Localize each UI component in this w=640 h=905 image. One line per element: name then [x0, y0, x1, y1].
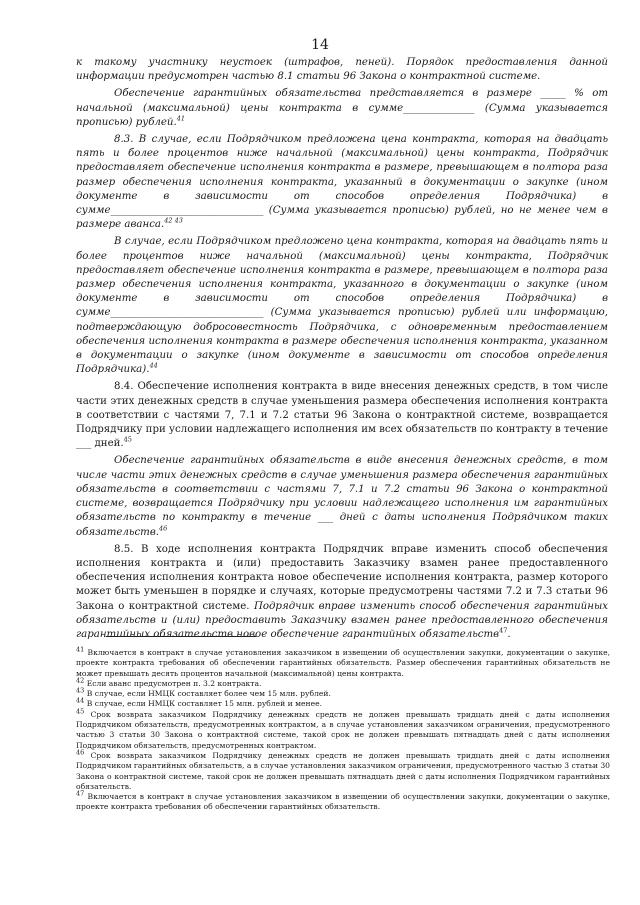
footnote-ref-41: 41: [176, 114, 186, 123]
footnote-41: $^{41}$ Включается в контракт в случае установления заказчиком в извещении об осуществлении закупки, документации о закупке, проекте контракта требования об обеспечении гарантийных обязательств. Размер обеспечения гарантийных обязательств не может превышать десять процентов начальной (максимальной) цены контракта.: [76, 645, 610, 678]
paragraph-8-5: 8.5. В ходе исполнения контракта Подрядчик вправе изменить способ обеспечения исполнения контракта и (или) предоставить Заказчику взамен ранее предоставленного обеспечения исполнения контракта новое обеспечение исполнения контракта, размер которого может быть уменьшен в порядке и случаях, которые предусмотрены частями 7.2 и 7.3 статьи 96 Закона о контрактной системе. Подрядчик вправе изменить способ обеспечения гарантийных обязательств и (или) предоставить Заказчику взамен ранее предоставленного обеспечения гарантийных обязательств новое обеспечение гарантийных обязательств$^{47}$.: [76, 543, 608, 640]
document-body: [76, 56, 608, 645]
paragraph-8-3: 8.3. В случае, если Подрядчиком предложена цена контракта, которая на двадцать пять и более процентов ниже начальной (максимальной) цены контракта, Подрядчик предоставляет обеспечение исполнения контракта в размере, превышающем в полтора раза размер обеспечения исполнения контракта, указанный в документации о закупке (ином документе в зависимости от способов определения Подрядчика) в сумме______________________________ (Сумма указывается прописью) рублей, но не менее чем в размере аванса.$^{42 43}$: [76, 134, 608, 231]
paragraph-8-4-guarantee: Обеспечение гарантийных обязательств в виде внесения денежных средств, в том числе части этих денежных средств в случае уменьшения размера обеспечения гарантийных обязательств в соответствии с частями 7, 7.1 и 7.2 статьи 96 Закона о контрактной системе, возвращается Подрядчику при условии надлежащего исполнения им гарантийных обязательств по контракту в течение ___ дней с даты исполнения Подрядчиком таких обязательств.$^{46}$: [76, 455, 608, 538]
footnotes: [76, 645, 610, 813]
paragraph-guarantee-amount: Обеспечение гарантийных обязательства представляется в размере _____ % от начальной (максимальной) цены контракта в сумме______________ (Сумма указывается прописью) рублей.$^{41}$: [76, 88, 608, 128]
footnote-ref-47: 47: [499, 626, 508, 635]
footnote-45: $^{45}$ Срок возврата заказчиком Подрядчику денежных средств не должен превышать тридцать дней с даты исполнения Подрядчиком обязательств, предусмотренных контрактом, а в случае установления заказчиком ограничения, предусмотренного частью 3 статьи 30 Закона о контрактной системе, такой срок не должен превышать пятнадцать дней с даты исполнения Подрядчиком обязательств, предусмотренных контрактом.: [76, 707, 610, 750]
footnote-ref-46: 46: [158, 524, 168, 533]
footnote-47: $^{47}$ Включается в контракт в случае установления заказчиком в извещении об осуществлении закупки, документации о закупке, проекте контракта требования об обеспечении гарантийных обязательств.: [76, 789, 610, 812]
footnote-44: $^{44}$ В случае, если НМЦК составляет 15 млн. рублей и менее.: [76, 696, 322, 709]
footnote-42: $^{42}$ Если аванс предусмотрен п. 3.2 контракта.: [76, 676, 262, 688]
paragraph-8-4: 8.4. Обеспечение исполнения контракта в виде внесения денежных средств, в том числе части этих денежных средств в случае уменьшения размера обеспечения исполнения контракта в соответствии с частями 7, 7.1 и 7.2 статьи 96 Закона о контрактной системе, возвращается Подрядчику при условии надлежащего исполнения им всех обязательств по контракту в течение ___ дней.$^{45}$: [76, 381, 608, 450]
footnote-43: $^{43}$ В случае, если НМЦК составляет более чем 15 млн. рублей.: [76, 686, 331, 699]
footnote-46: $^{46}$ Срок возврата заказчиком Подрядчику денежных средств не должен превышать тридцать дней с даты исполнения Подрядчиком гарантийных обязательств, а в случае установления заказчиком ограничения, предусмотренного частью 3 статьи 30 Закона о контрактной системе, такой срок не должен превышать пятнадцать дней с даты исполнения Подрядчиком гарантийных обязательств.: [76, 748, 610, 791]
paragraph-continuation: к такому участнику неустоек (штрафов, пеней). Порядок предоставления данной информации предусмотрен частью 8.1 статьи 96 Закона о контрактной системе.: [76, 57, 608, 83]
page-number: 14: [311, 37, 329, 53]
footnote-divider: [106, 636, 256, 637]
paragraph-8-3-alt: В случае, если Подрядчиком предложено цена контракта, которая на двадцать пять и более процентов ниже начальной (максимальной) цены контракта, Подрядчик предоставляет обеспечение исполнения контракта в размере, превышающем в полтора раза размер обеспечения исполнения контракта, указанного в документации о закупке (ином документе в зависимости от способов определения Подрядчика) в сумме______________________________ (Сумма указывается прописью) рублей или информацию, подтверждающую добросовестность Подрядчика, с одновременным предоставлением обеспечения исполнения контракта в размере обеспечения исполнения контракта, указанном в документации о закупке (ином документе в зависимости от способов определения Подрядчика).$^{44}$: [76, 236, 608, 376]
footnote-ref-42-43: 42 43: [164, 216, 183, 225]
footnote-ref-44: 44: [149, 361, 158, 370]
footnote-ref-45: 45: [123, 435, 132, 444]
